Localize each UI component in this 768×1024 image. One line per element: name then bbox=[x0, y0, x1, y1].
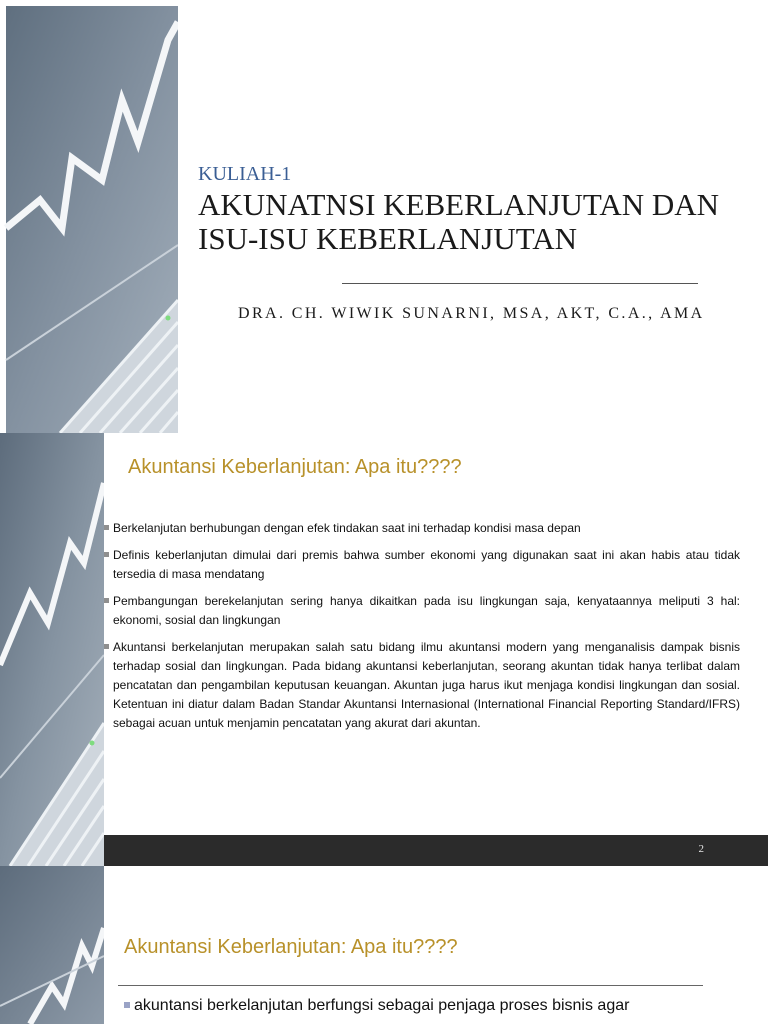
list-item bbox=[104, 638, 740, 733]
list-item bbox=[104, 519, 740, 538]
bullet-icon bbox=[104, 644, 109, 649]
list-item bbox=[104, 592, 740, 630]
content-slide-3 bbox=[0, 866, 768, 1024]
slide-title: Akuntansi Keberlanjutan: Apa itu???? bbox=[128, 456, 462, 478]
rising-arrow-staircase-image bbox=[0, 866, 104, 1024]
rising-arrow-staircase-image bbox=[0, 0, 178, 433]
slide-title: Akuntansi Keberlanjutan: Apa itu???? bbox=[124, 936, 458, 958]
title-slide bbox=[0, 0, 768, 433]
bullet-text: Akuntansi berkelanjutan merupakan salah satu bidang ilmu akuntansi modern yang menganalisis dampak bisnis terhadap sosial dan lingkungan. Pada bidang akuntansi keberlanjutan, seorang akuntan tidak hanya terlibat dalam pencatatan dan pengambilan keputusan keuangan. Akuntan juga harus ikut menjaga kondisi lingkungan dan sosial. Ketentuan ini diatur dalam Badan Standar Akuntansi Internasional (International Financial Reporting Standard/IFRS) sebagai acuan untuk menjamin pencatatan yang akurat dari akuntan. bbox=[113, 640, 740, 730]
content-slide-2 bbox=[0, 433, 768, 866]
list-item bbox=[104, 546, 740, 584]
page-number: 2 bbox=[698, 843, 704, 855]
lecture-label: KULIAH-1 bbox=[198, 163, 292, 185]
presentation-title: AKUNATNSI KEBERLANJUTAN DAN ISU-ISU KEBERLANJUTAN bbox=[198, 187, 720, 256]
author-name: DRA. CH. WIWIK SUNARNI, MSA, AKT, C.A., AMA bbox=[238, 305, 705, 322]
bullet-text: akuntansi berkelanjutan berfungsi sebagai penjaga proses bisnis agar bbox=[134, 997, 630, 1014]
title-divider bbox=[118, 985, 703, 986]
bullet-icon bbox=[104, 552, 109, 557]
bullet-text: Berkelanjutan berhubungan dengan efek tindakan saat ini terhadap kondisi masa depan bbox=[113, 521, 581, 535]
bullet-text: Definis keberlanjutan dimulai dari premis bahwa sumber ekonomi yang digunakan saat ini akan habis atau tidak tersedia di masa mendatang bbox=[113, 548, 740, 581]
bullet-list bbox=[104, 519, 740, 741]
bullet-icon bbox=[124, 1002, 130, 1008]
bullet-text: Pembangungan berekelanjutan sering hanya dikaitkan pada isu lingkungan saja, kenyataannya meliputi 3 hal: ekonomi, sosial dan lingkungan bbox=[113, 594, 740, 627]
title-divider bbox=[342, 283, 698, 284]
list-item bbox=[124, 996, 734, 1016]
bullet-icon bbox=[104, 598, 109, 603]
slide-footer bbox=[104, 835, 768, 866]
rising-arrow-staircase-image bbox=[0, 433, 104, 866]
bullet-icon bbox=[104, 525, 109, 530]
